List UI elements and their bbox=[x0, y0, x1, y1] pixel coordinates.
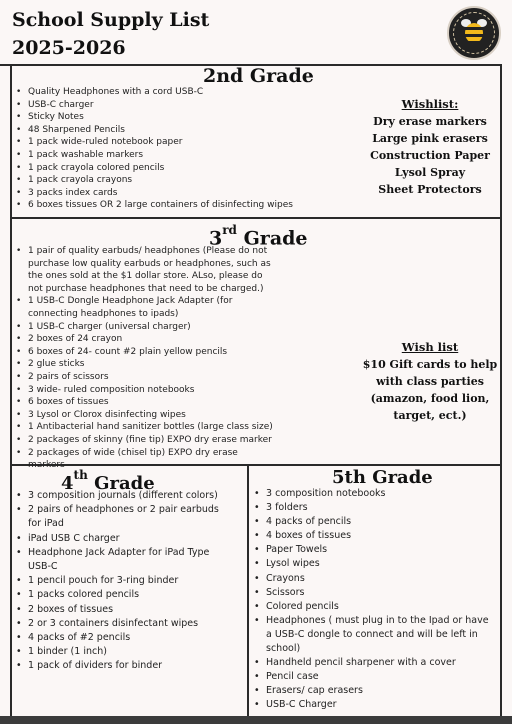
grade3-wish-item: target, ect.) bbox=[393, 409, 467, 422]
grade5-item: • 3 composition notebooks bbox=[252, 487, 496, 501]
grade3-item: • 1 USB-C charger (universal charger) bbox=[14, 321, 276, 334]
grade2-item: • 1 pack crayola crayons bbox=[14, 174, 314, 187]
grade5-item: • Scissors bbox=[252, 586, 496, 600]
grade5-item: • Paper Towels bbox=[252, 543, 496, 557]
page-title bbox=[12, 6, 209, 62]
grade4-item: • 2 pairs of headphones or 2 pair earbuds for iPad bbox=[14, 503, 234, 531]
grade2-heading: 2nd Grade bbox=[203, 65, 314, 87]
grade4-heading-number: 4 bbox=[61, 473, 74, 494]
grade2-wish-item: Construction Paper bbox=[370, 149, 490, 162]
grade3-wish-item: with class parties bbox=[376, 375, 484, 388]
grade4-list bbox=[14, 489, 234, 674]
bee-icon bbox=[465, 23, 483, 43]
grade4-item: • 1 pack of dividers for binder bbox=[14, 659, 234, 673]
grade3-heading-suffix: rd bbox=[222, 223, 237, 237]
grade2-wish-item: Large pink erasers bbox=[372, 132, 488, 145]
grade2-item: • 6 boxes tissues OR 2 large containers of disinfecting wipes bbox=[14, 199, 314, 212]
grade3-wish-item: $10 Gift cards to help bbox=[362, 358, 498, 371]
grade3-wishlist-title: Wish list bbox=[401, 340, 459, 354]
grade4-item: • 2 or 3 containers disinfectant wipes bbox=[14, 617, 234, 631]
grade5-item: • Lysol wipes bbox=[252, 557, 496, 571]
grade5-item: • Pencil case bbox=[252, 670, 496, 684]
grade2-wish-item: Lysol Spray bbox=[394, 166, 466, 179]
grade2-item: • Sticky Notes bbox=[14, 111, 314, 124]
grade4-heading-suffix: th bbox=[73, 468, 88, 482]
grade5-item: • 4 packs of pencils bbox=[252, 515, 496, 529]
grade3-item: • 2 packages of wide (chisel tip) EXPO dry erase markers bbox=[14, 447, 276, 472]
grade5-item: • Handheld pencil sharpener with a cover bbox=[252, 656, 496, 670]
grade4-item: • 4 packs of #2 pencils bbox=[14, 631, 234, 645]
grade2-item: • USB-C charger bbox=[14, 99, 314, 112]
grade5-item: • 4 boxes of tissues bbox=[252, 529, 496, 543]
grade2-item: • Quality Headphones with a cord USB-C bbox=[14, 86, 314, 99]
grade3-item: • 2 boxes of 24 crayon bbox=[14, 333, 276, 346]
grade2-item: • 3 packs index cards bbox=[14, 187, 314, 200]
grade3-item: • 1 USB-C Dongle Headphone Jack Adapter (for connecting headphones to ipads) bbox=[14, 295, 276, 320]
grade2-wishlist bbox=[360, 113, 500, 198]
grade4-item: • 1 packs colored pencils bbox=[14, 588, 234, 602]
grade2-list bbox=[14, 86, 314, 212]
school-logo bbox=[447, 6, 501, 60]
grade3-item: • 2 glue sticks bbox=[14, 358, 276, 371]
grade3-item: • 3 Lysol or Clorox disinfecting wipes bbox=[14, 409, 276, 422]
grade3-item: • 3 wide- ruled composition notebooks bbox=[14, 384, 276, 397]
grade5-item: • Colored pencils bbox=[252, 600, 496, 614]
grade2-wish-item: Dry erase markers bbox=[373, 115, 487, 128]
grade3-wish-item: (amazon, food lion, bbox=[370, 392, 490, 405]
grade3-heading-word: Grade bbox=[243, 227, 308, 250]
grade5-item: • Headphones ( must plug in to the Ipad or have a USB-C dongle to connect and will be left in school) bbox=[252, 614, 496, 656]
grade5-item: • 3 folders bbox=[252, 501, 496, 515]
grade4-item: • 2 boxes of tissues bbox=[14, 603, 234, 617]
grade3-item: • 6 boxes of tissues bbox=[14, 396, 276, 409]
grade2-item: • 1 pack wide-ruled notebook paper bbox=[14, 136, 314, 149]
grade3-item: • 2 packages of skinny (fine tip) EXPO dry erase marker bbox=[14, 434, 276, 447]
divider-left bbox=[10, 64, 12, 716]
grade5-item: • Erasers/ cap erasers bbox=[252, 684, 496, 698]
grade3-item: • 1 Antibacterial hand sanitizer bottles (large class size) bbox=[14, 421, 276, 434]
title-line-2: 2025-2026 bbox=[12, 37, 126, 59]
grade2-item: • 1 pack crayola colored pencils bbox=[14, 162, 314, 175]
grade4-item: • 1 pencil pouch for 3-ring binder bbox=[14, 574, 234, 588]
grade2-wishlist-title: Wishlist: bbox=[401, 97, 459, 111]
grade4-item: • 3 composition journals (different colors) bbox=[14, 489, 234, 503]
grade4-heading-word: Grade bbox=[94, 473, 155, 494]
grade3-wishlist bbox=[355, 356, 505, 424]
grade5-heading: 5th Grade bbox=[332, 467, 433, 488]
grade3-heading-number: 3 bbox=[209, 227, 223, 250]
divider-grade4-grade5 bbox=[247, 464, 249, 716]
divider-grade2-grade3 bbox=[10, 217, 502, 219]
grade5-item: • USB-C Charger bbox=[252, 698, 496, 712]
grade3-list bbox=[14, 245, 276, 472]
grade2-item: • 48 Sharpened Pencils bbox=[14, 124, 314, 137]
grade5-list bbox=[252, 487, 496, 713]
grade3-item: • 1 pair of quality earbuds/ headphones (Please do not purchase low quality earbuds or headphones, such as the ones sold at the $1 dollar store. ALso, please do not purchase headphones that need to be charged.) bbox=[14, 245, 276, 295]
grade4-item: • iPad USB C charger bbox=[14, 532, 234, 546]
title-line-1: School Supply List bbox=[12, 9, 210, 31]
grade2-wish-item: Sheet Protectors bbox=[378, 183, 482, 196]
grade3-item: • 6 boxes of 24- count #2 plain yellow pencils bbox=[14, 346, 276, 359]
grade5-item: • Crayons bbox=[252, 572, 496, 586]
grade3-item: • 2 pairs of scissors bbox=[14, 371, 276, 384]
grade4-item: • 1 binder (1 inch) bbox=[14, 645, 234, 659]
grade4-item: • Headphone Jack Adapter for iPad Type USB-C bbox=[14, 546, 234, 574]
grade2-item: • 1 pack washable markers bbox=[14, 149, 314, 162]
